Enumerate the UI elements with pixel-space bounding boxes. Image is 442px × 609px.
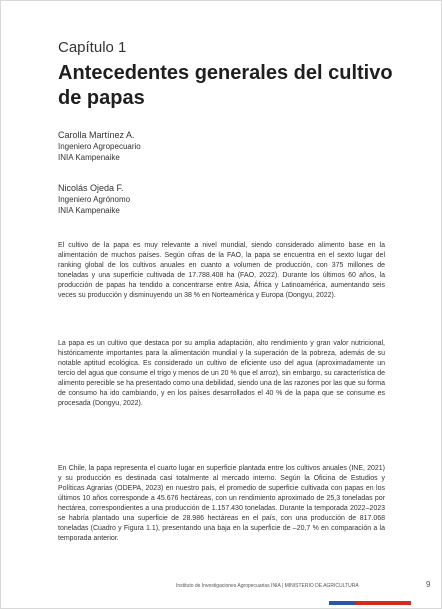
author-name: Nicolás Ojeda F. <box>58 183 124 193</box>
author-org: INIA Kampenaike <box>58 153 120 162</box>
chapter-label: Capítulo 1 <box>58 39 127 56</box>
author-block <box>58 183 130 216</box>
author-role: Ingeniero Agrónomo <box>58 195 131 204</box>
flag-bar-blue <box>329 601 356 605</box>
body-paragraph: El cultivo de la papa es muy relevante a nivel mundial, siendo considerado alimento base en la alimentación de muchos países. Según cifras de la FAO, la papa se encuentra en el sexto lugar del ranking global de los cultivos anuales en cuanto a volumen de producción, con 375 millones de toneladas y una superficie cultivada de 17.788.408 ha (FAO, 2022). Durante los últimos 60 años, la producción de papas ha tendido a concentrarse entre Asia, África y Latinoamérica, aumentando seis veces su producción y disminuyendo un 38 % en Norteamérica y Europa (Dongyu, 2022). <box>58 242 385 299</box>
footer-text: Instituto de Investigaciones Agropecuarias INIA | MINISTERIO DE AGRICULTURA <box>176 583 359 589</box>
flag-bar-red <box>356 601 411 605</box>
body-paragraph: En Chile, la papa representa el cuarto lugar en superficie plantada entre los cultivos anuales (INE, 2021) y su producción es destinada casi totalmente al mercado interno. Según la Oficina de Estudios y Políticas Agrarias (ODEPA, 2023) en nuestro país, el promedio de superficie cultivada con papas en los últimos 10 años corresponde a 45.676 hectáreas, con un rendimiento aproximado de 25,3 toneladas por hectárea, correspondientes a una producción de 1.157.430 toneladas. Durante la temporada 2022–2023 se habría plantado una superficie de 28.986 hectáreas en el país, con una producción de 817.068 toneladas (Cuadro y Figura 1.1), presentando una baja en la superficie de –20,7 % en comparación a la temporada anterior. <box>58 465 385 542</box>
author-org: INIA Kampenaike <box>58 206 120 215</box>
author-block <box>58 130 141 163</box>
page-number: 9 <box>426 580 431 589</box>
author-role: Ingeniero Agropecuario <box>58 142 141 151</box>
chapter-title: Antecedentes generales del cultivo de papas <box>58 62 393 109</box>
body-paragraph: La papa es un cultivo que destaca por su amplia adaptación, alto rendimiento y gran valor nutricional, históricamente importantes para la alimentación mundial y la superación de la pobreza, además de su notable aptitud ecológica. Es considerado un cultivo de eficiente uso del agua (aproximadamente un tercio del agua que consume el trigo y menos de un 20 % que el arroz), sin embargo, su característica de alimento perecible se ha presentado como una debilidad, siendo una de las razones por las que su forma de consumo ha ido cambiando, y en los países desarrollados el 40 % de la papa que se consume es procesada (Dongyu, 2022). <box>58 340 385 407</box>
author-name: Carolla Martínez A. <box>58 130 135 140</box>
